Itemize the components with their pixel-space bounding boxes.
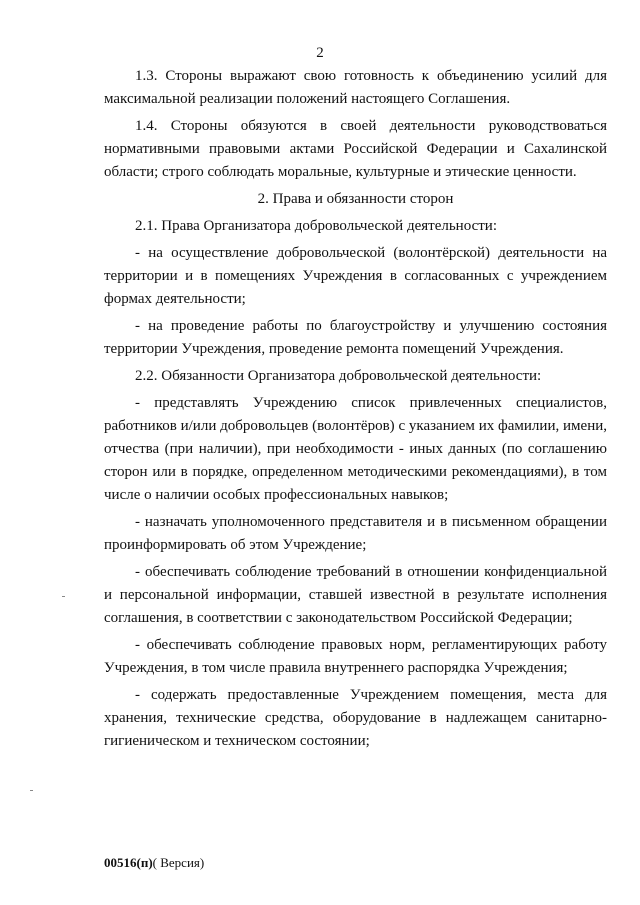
list-item: - на осуществление добровольческой (волонтёрской) деятельности на территории и в помещениях Учреждения в согласованных с учреждением формах деятельности; [104,245,607,307]
paragraph-1-3: 1.3. Стороны выражают свою готовность к объединению усилий для максимальной реализации положений настоящего Соглашения. [104,68,607,107]
document-body [104,65,607,757]
scan-speck [62,596,65,597]
list-item: - обеспечивать соблюдение правовых норм, регламентирующих работу Учреждения, в том числе правила внутреннего распорядка Учреждения; [104,637,607,676]
section-heading: 2. Права и обязанности сторон [257,191,454,207]
list-item: - назначать уполномоченного представителя и в письменном обращении проинформировать об этом Учреждение; [104,514,607,553]
list-item: - представлять Учреждению список привлеченных специалистов, работников и/или добровольцев (волонтёров) с указанием их фамилии, имени, отчества (при наличии), при необходимости - иных данных (по соглашению сторон или в порядке, определенном методическими рекомендациями), в том числе о наличии особых профессиональных навыков; [104,395,607,503]
list-item: - на проведение работы по благоустройству и улучшению состояния территории Учреждения, проведение ремонта помещений Учреждения. [104,318,607,357]
paragraph-2-2: 2.2. Обязанности Организатора добровольческой деятельности: [135,368,542,384]
footer-code: 00516(п) [104,855,153,870]
list-item: - содержать предоставленные Учреждением помещения, места для хранения, технические средства, оборудование в надлежащем санитарно-гигиеническом и техническом состоянии; [104,687,607,749]
scan-speck [30,790,33,791]
footer-label: ( Версия) [152,855,205,870]
paragraph-2-1: 2.1. Права Организатора добровольческой деятельности: [135,218,497,234]
list-item: - обеспечивать соблюдение требований в отношении конфиденциальной и персональной информации, ставшей известной в результате исполнения соглашения, в соответствии с законодательством Российской Федерации; [104,564,607,626]
footer [104,855,204,871]
page-number: 2 [316,45,324,61]
paragraph-1-4: 1.4. Стороны обязуются в своей деятельности руководствоваться нормативными правовыми актами Российской Федерации и Сахалинской области; строго соблюдать моральные, культурные и этические ценности. [104,118,607,180]
